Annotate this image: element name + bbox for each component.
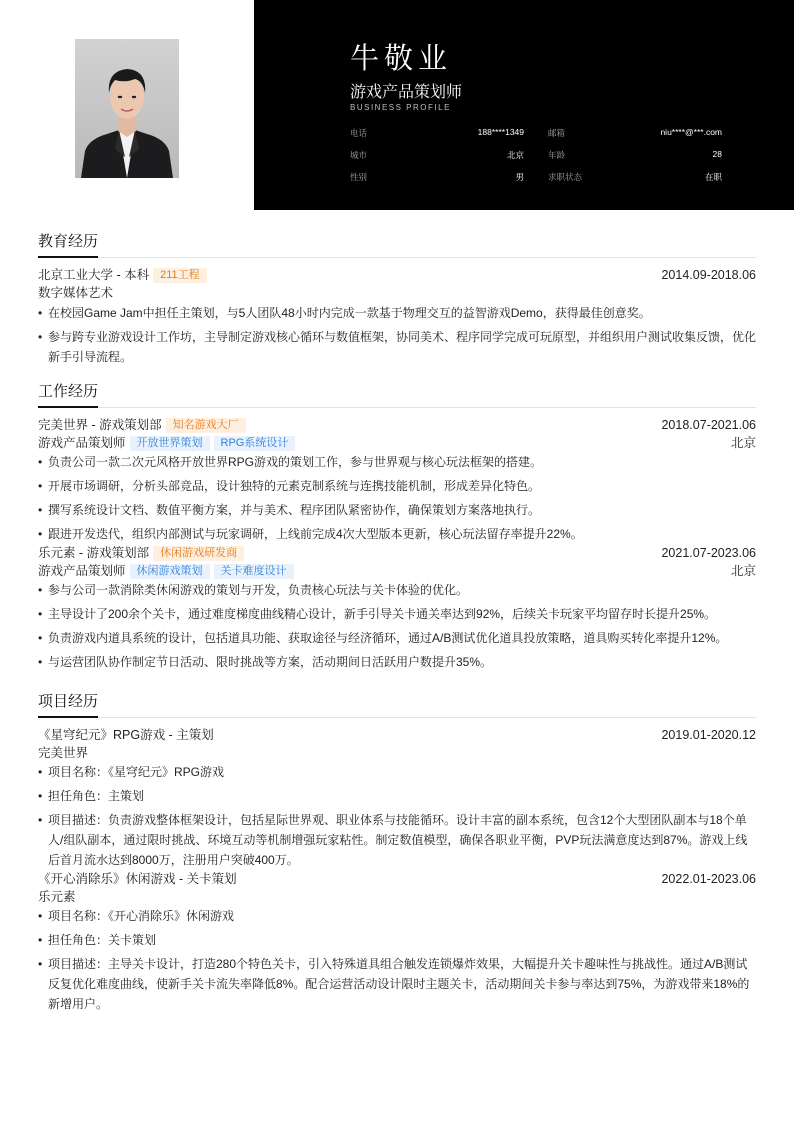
role-tag: 关卡难度设计 (214, 564, 294, 579)
project-org-row (38, 888, 756, 906)
info-label: 城市 (350, 150, 368, 160)
project-bullets (38, 906, 756, 1014)
job-bullets (38, 580, 756, 672)
project-org: 完美世界 (38, 746, 89, 760)
company-name: 乐元素 - 游戏策划部 (38, 546, 150, 560)
list-item: • 项目名称：《开心消除乐》休闲游戏 (38, 906, 756, 926)
list-item: • 担任角色：关卡策划 (38, 930, 756, 950)
job-entry (38, 416, 756, 544)
job-city: 北京 (730, 564, 756, 578)
info-label: 电话 (350, 128, 368, 138)
section-title: 工作经历 (38, 382, 98, 408)
project-entry (38, 870, 756, 1014)
project-org: 乐元素 (38, 890, 76, 904)
candidate-name: 牛敬业 (350, 43, 453, 75)
list-item: • 负责游戏内道具系统的设计，包括道具功能、获取途径与经济循环，通过A/B测试优化道具投放策略，道具购买转化率提升12%。 (38, 628, 756, 648)
info-value: 28 (712, 149, 722, 159)
job-bullets (38, 452, 756, 544)
role-tag: RPG系统设计 (214, 436, 296, 451)
info-label: 邮箱 (548, 128, 566, 138)
job-date: 2018.07-2021.06 (661, 418, 756, 432)
project-name: 《星穹纪元》RPG游戏 - 主策划 (38, 728, 214, 742)
list-item: • 开展市场调研，分析头部竞品，设计独特的元素克制系统与连携技能机制，形成差异化特色。 (38, 476, 756, 496)
role-tag: 休闲游戏策划 (130, 564, 210, 579)
portrait-image (75, 39, 179, 178)
info-label: 求职状态 (548, 172, 583, 182)
school-row (38, 266, 756, 284)
info-label: 年龄 (548, 150, 566, 160)
candidate-title: 游戏产品策划师 (350, 84, 463, 101)
work-section (38, 382, 756, 676)
project-date: 2022.01-2023.06 (661, 872, 756, 886)
section-title: 项目经历 (38, 692, 98, 718)
education-date: 2014.09-2018.06 (661, 268, 756, 282)
role-row (38, 562, 756, 580)
company-name: 完美世界 - 游戏策划部 (38, 418, 162, 432)
education-section (38, 232, 756, 371)
project-row (38, 726, 756, 744)
list-item: • 项目描述：主导关卡设计，打造280个特色关卡，引入特殊道具组合触发连锁爆炸效果，大幅提升关卡趣味性与挑战性。通过A/B测试反复优化难度曲线，使新手关卡流失率降低8%。配合运营活动设计限时主题关卡，活动期间关卡参与率达到75%，为游戏带来18%的新增用户。 (38, 954, 756, 1014)
info-value: 北京 (506, 150, 524, 160)
education-bullets (38, 303, 756, 367)
school-tag: 211工程 (153, 268, 207, 283)
project-org-row (38, 744, 756, 762)
projects-section (38, 692, 756, 1018)
list-item: • 负责公司一款二次元风格开放世界RPG游戏的策划工作，参与世界观与核心玩法框架的搭建。 (38, 452, 756, 472)
project-date: 2019.01-2020.12 (661, 728, 756, 742)
list-item: • 参与公司一款消除类休闲游戏的策划与开发，负责核心玩法与关卡体验的优化。 (38, 580, 756, 600)
major-name: 数字媒体艺术 (38, 286, 114, 300)
list-item: • 项目名称：《星穹纪元》RPG游戏 (38, 762, 756, 782)
info-value: 188****1349 (477, 127, 524, 137)
role-row (38, 434, 756, 452)
list-item: • 项目描述：负责游戏整体框架设计，包括星际世界观、职业体系与技能循环。设计丰富的副本系统，包含12个大型团队副本与18个单人/组队副本，通过限时挑战、环境互动等机制增强玩家粘性。制定数值模型，确保各职业平衡，PVP玩法满意度达到87%。游戏上线后首月流水达到8000万，注册用户突破400万。 (38, 810, 756, 870)
job-date: 2021.07-2023.06 (661, 546, 756, 560)
list-item: • 主导设计了200余个关卡，通过难度梯度曲线精心设计，新手引导关卡通关率达到92%，后续关卡玩家平均留存时长提升25%。 (38, 604, 756, 624)
school-name: 北京工业大学 - 本科 (38, 268, 150, 282)
list-item: • 在校园Game Jam中担任主策划，与5人团队48小时内完成一款基于物理交互的益智游戏Demo，获得最佳创意奖。 (38, 303, 756, 323)
section-title: 教育经历 (38, 232, 98, 258)
list-item: • 跟进开发迭代，组织内部测试与玩家调研，上线前完成4次大型版本更新，核心玩法留存率提升22%。 (38, 524, 756, 544)
job-role: 游戏产品策划师 (38, 564, 126, 578)
company-tag: 知名游戏大厂 (166, 418, 246, 433)
info-value: niu****@***.com (660, 127, 722, 137)
company-tag: 休闲游戏研发商 (153, 546, 244, 561)
project-row (38, 870, 756, 888)
info-value: 在职 (704, 172, 722, 182)
list-item: • 撰写系统设计文档、数值平衡方案，并与美术、程序团队紧密协作，确保策划方案落地执行。 (38, 500, 756, 520)
list-item: • 担任角色：主策划 (38, 786, 756, 806)
resume-header (0, 0, 794, 210)
role-tag: 开放世界策划 (130, 436, 210, 451)
project-entry (38, 726, 756, 870)
info-value: 男 (515, 172, 524, 182)
major-row (38, 284, 756, 302)
job-city: 北京 (730, 436, 756, 450)
job-entry (38, 544, 756, 672)
job-role: 游戏产品策划师 (38, 436, 126, 450)
project-name: 《开心消除乐》休闲游戏 - 关卡策划 (38, 872, 237, 886)
company-row (38, 544, 756, 562)
list-item: • 参与跨专业游戏设计工作坊，主导制定游戏核心循环与数值框架，协同美术、程序同学完成可玩原型，并组织用户测试收集反馈，优化新手引导流程。 (38, 327, 756, 367)
info-label: 性别 (350, 172, 368, 182)
project-bullets (38, 762, 756, 870)
profile-subtitle: BUSINESS PROFILE (350, 103, 451, 112)
company-row (38, 416, 756, 434)
list-item: • 与运营团队协作制定节日活动、限时挑战等方案，活动期间日活跃用户数提升35%。 (38, 652, 756, 672)
profile-photo (75, 39, 179, 178)
profile-panel (254, 0, 794, 210)
